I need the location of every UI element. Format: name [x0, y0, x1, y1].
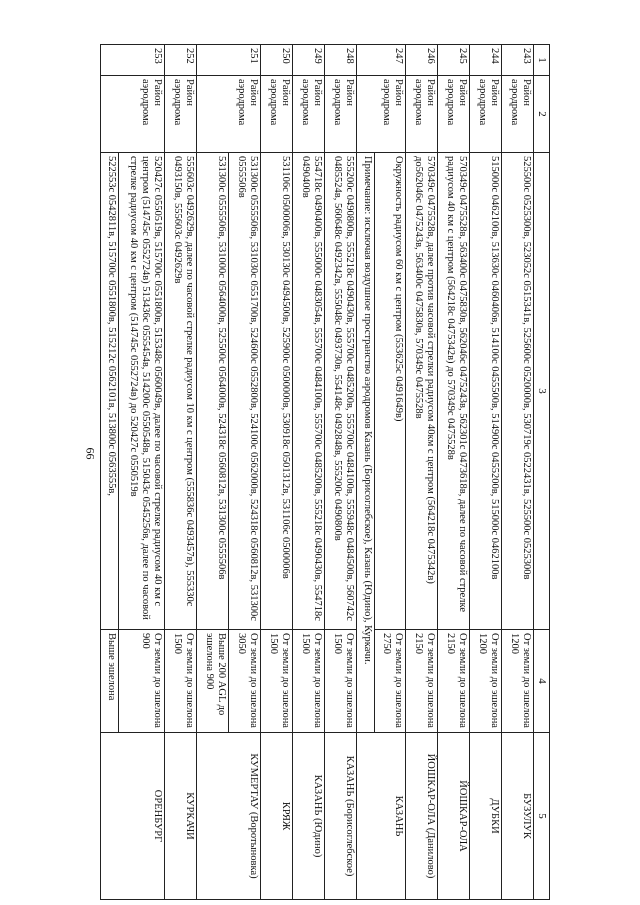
row-number: 244	[470, 45, 502, 76]
col-header-5: 5	[534, 733, 550, 900]
row-limits: От земли до эшелона 1200	[502, 630, 534, 733]
rotated-table-wrapper	[100, 44, 550, 879]
row-coords: 554718с 0490400в, 555000с 0483054в, 555700с 0484100в, 555700с 0485200в, 555218с 0490430в, 554718с 0490400в	[292, 153, 324, 630]
row-number: 249	[292, 45, 324, 76]
col-header-1: 1	[534, 45, 550, 76]
row-name: ЙОШКАР-ОЛА (Данилово)	[406, 733, 438, 900]
row-number: 247	[356, 45, 406, 76]
row-coords: 555603с 0492629в, далее по часовой стрелке радиусом 10 км с центром (555836с 0493457в), 555330с 0493150в, 555603с 0492629в	[164, 153, 196, 630]
row-name: КУРКАЧИ	[164, 733, 196, 900]
row-name: КАЗАНЬ (Борисоглебское)	[324, 733, 356, 900]
row-type: Район аэродрома	[406, 76, 438, 153]
row-coords: 555200с 0490800в, 555218с 0490430в, 555700с 0485200в, 555700с 0484100в, 555948с 0484500в, 560742с 0485524в, 560648с 0492342в, 555048с 0493730в, 554148с 0492848в, 555200с 0490800в	[324, 153, 356, 630]
row-coords: 522553с 0542811в, 515700с 0551800в, 515212с 0562101в, 513800с 0563555в,	[101, 153, 119, 630]
row-name: КРЯЖ	[260, 733, 292, 900]
airspace-table	[100, 44, 550, 900]
table-row	[292, 45, 324, 900]
row-type: Район аэродрома	[470, 76, 502, 153]
row-number: 248	[324, 45, 356, 76]
table-row	[164, 45, 196, 900]
row-type: Район аэродрома	[101, 76, 165, 153]
row-number: 252	[164, 45, 196, 76]
table-row	[260, 45, 292, 900]
row-coords: 531300с 0555506в, 531000с 0564000в, 525500с 0564000в, 524318с 0560812в, 531300с 0555506в	[196, 153, 228, 630]
row-coords: 520427с 0550519в, 515700с 0551800в, 515348с 0560049в, далее по часовой стрелке радиусом 40 км с центром (514745с 0552724в) 513436с 0555454в, 514200с 0550548в, 515043с 0545256в, далее по часовой стрелке радиусом 40 км с центром (514745с 0552724в) до 520427с 0550519в	[118, 153, 164, 630]
table-row	[406, 45, 438, 900]
row-coords: 531106с 0500006в, 530130с 0494500в, 525900с 0500000в, 530918с 0501312в, 531106с 0500006в	[260, 153, 292, 630]
row-number: 251	[196, 45, 260, 76]
table-row	[324, 45, 356, 900]
table-row	[502, 45, 534, 900]
row-name: КАЗАНЬ	[356, 733, 406, 900]
row-limits: От земли до эшелона 900	[118, 630, 164, 733]
row-limits: От земли до эшелона 1200	[470, 630, 502, 733]
row-limits: От земли до эшелона 3050	[228, 630, 260, 733]
row-name: ДУБКИ	[470, 733, 502, 900]
row-type: Район аэродрома	[260, 76, 292, 153]
row-name: ЙОШКАР-ОЛА	[438, 733, 470, 900]
row-limits: От земли до эшелона 1500	[292, 630, 324, 733]
row-number: 243	[502, 45, 534, 76]
page-number: 66	[83, 447, 98, 460]
row-limits: Выше 200 AGL до эшелона 900	[196, 630, 228, 733]
header-row	[534, 45, 550, 900]
row-limits: От земли до эшелона 2150	[406, 630, 438, 733]
row-coords: 570349с 0475528в, далее против часовой стрелки радиусом 40км с центром (564218с 0475342в) до562046с 0475243в, 563400с 0475830в, 570349с 0475528в	[406, 153, 438, 630]
row-limits: От земли до эшелона 2150	[438, 630, 470, 733]
table-row	[118, 45, 164, 900]
row-limits: От земли до эшелона 2750	[374, 630, 406, 733]
row-type: Район аэродрома	[164, 76, 196, 153]
row-limits: Выше эшелона	[101, 630, 119, 733]
row-number: 253	[101, 45, 165, 76]
row-name: ОРЕНБУРГ	[101, 733, 165, 900]
row-type: Район аэродрома	[502, 76, 534, 153]
row-type: Район аэродрома	[438, 76, 470, 153]
row-name: БУЗУЛУК	[502, 733, 534, 900]
col-header-2: 2	[534, 76, 550, 153]
row-type: Район аэродрома	[356, 76, 406, 153]
row-limits: От земли до эшелона 1500	[164, 630, 196, 733]
table-row	[438, 45, 470, 900]
row-type: Район аэродрома	[196, 76, 260, 153]
row-number: 245	[438, 45, 470, 76]
row-name: КАЗАНЬ (Юдино)	[292, 733, 324, 900]
table-row	[470, 45, 502, 900]
table-row	[228, 45, 260, 900]
row-type: Район аэродрома	[324, 76, 356, 153]
row-number: 246	[406, 45, 438, 76]
row-name: КУМЕРТАУ (Воротыновка)	[196, 733, 260, 900]
row-coords: 525500с 0525300в, 523052с 0515341в, 525600с 0520000в, 530719с 0522431в, 525500с 0525300в	[502, 153, 534, 630]
row-limits: От земли до эшелона 1500	[260, 630, 292, 733]
row-coords: Окружность радиусом 60 км с центром (553625с 0491649в)	[374, 153, 406, 630]
row-note: Примечание: исключая воздушное пространство аэродромов Казань (Борисоглебское), Казань (Юдино), Куркачи.	[356, 153, 374, 733]
row-coords: 570349с 0475528в, 563400с 0475830в, 562046с 0475243в, 562301с 0473618в, далее по часовой стрелке радиусом 40 км с центром (564218с 0475342в) до 570349с 0475528в	[438, 153, 470, 630]
col-header-3: 3	[534, 153, 550, 630]
row-coords: 531300с 0555506в, 531030с 0551700в, 524600с 0552800в, 524100с 0562000в, 524318с 0560812в, 531300с 0555506в	[228, 153, 260, 630]
table-row	[374, 45, 406, 900]
row-limits: От земли до эшелона 1500	[324, 630, 356, 733]
col-header-4: 4	[534, 630, 550, 733]
row-coords: 515000с 0462100в, 513630с 0460406в, 514100с 0455500в, 514900с 0455200в, 515000с 0462100в	[470, 153, 502, 630]
row-number: 250	[260, 45, 292, 76]
row-type: Район аэродрома	[292, 76, 324, 153]
